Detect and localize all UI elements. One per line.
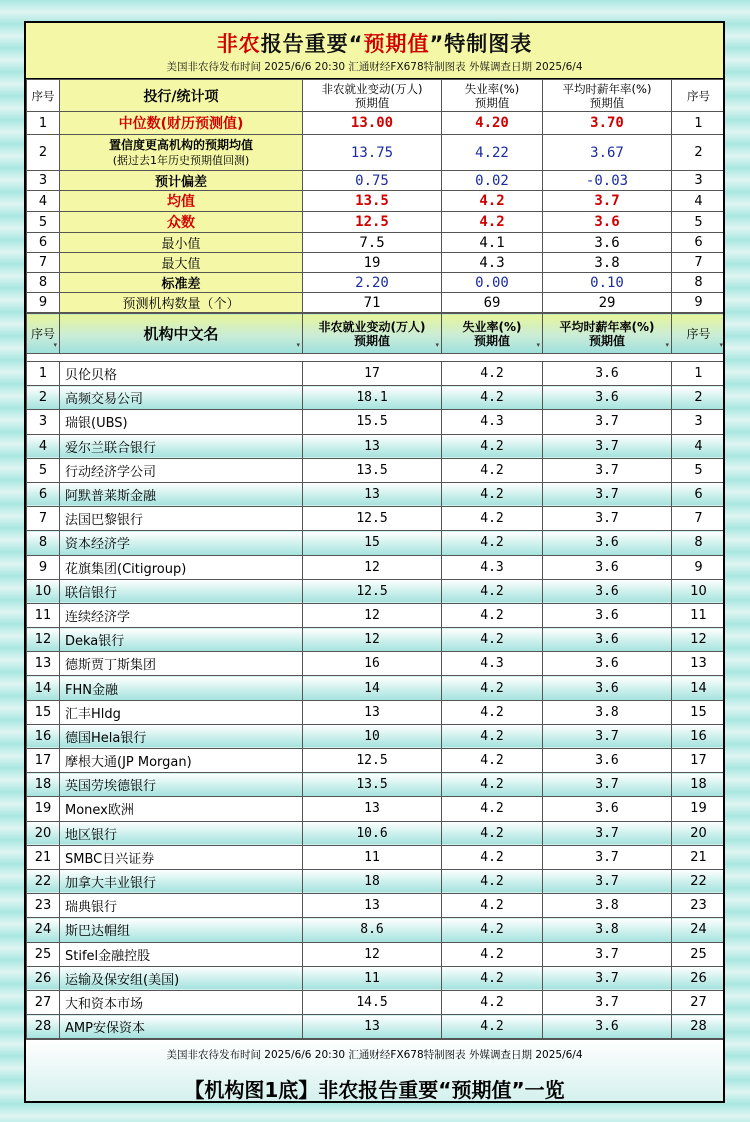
ur-value: 4.1 (442, 233, 543, 253)
ahe-value: 3.7 (543, 990, 672, 1014)
ur-value: 4.2 (442, 191, 543, 212)
nfp-value: 13.5 (303, 191, 442, 212)
nfp-value: 13.75 (303, 135, 442, 171)
row-index-right: 2 (672, 135, 726, 171)
nfp-value: 19 (303, 253, 442, 273)
row-index-right: 12 (672, 628, 726, 652)
ur-value: 69 (442, 293, 543, 313)
ur-value: 4.2 (442, 797, 543, 821)
institution-name: FHN金融 (60, 676, 303, 700)
table-row (27, 652, 726, 676)
summary-header-row (27, 80, 726, 112)
ur-value: 4.2 (442, 845, 543, 869)
row-index: 26 (27, 966, 60, 990)
nfp-value: 0.75 (303, 171, 442, 191)
nfp-value: 16 (303, 652, 442, 676)
summary-row (27, 171, 726, 191)
table-row (27, 724, 726, 748)
ur-value: 4.2 (442, 869, 543, 893)
ahe-value: 3.6 (543, 797, 672, 821)
row-index-right: 25 (672, 942, 726, 966)
ur-value: 4.2 (442, 966, 543, 990)
nfp-value: 15.5 (303, 410, 442, 434)
row-index: 28 (27, 1015, 60, 1039)
report-frame (24, 21, 725, 1103)
nfp-value: 15 (303, 531, 442, 555)
institution-name: 联信银行 (60, 579, 303, 603)
nfp-value: 13.00 (303, 112, 442, 135)
table-row (27, 555, 726, 579)
table-row (27, 894, 726, 918)
ur-value: 4.3 (442, 652, 543, 676)
ur-value: 4.2 (442, 676, 543, 700)
table-row (27, 603, 726, 627)
row-index-right: 13 (672, 652, 726, 676)
row-index: 8 (27, 531, 60, 555)
row-index-right: 7 (672, 507, 726, 531)
table-row (27, 797, 726, 821)
row-index: 13 (27, 652, 60, 676)
row-index-right: 5 (672, 458, 726, 482)
row-index: 15 (27, 700, 60, 724)
nfp-value: 13 (303, 797, 442, 821)
row-index: 9 (27, 555, 60, 579)
col-index-right-header: 序号 ▾ (672, 314, 726, 354)
ahe-value: 3.6 (543, 212, 672, 233)
page-title: 非农报告重要“预期值”特制图表 (216, 32, 533, 56)
filter-dropdown-icon[interactable]: ▾ (296, 341, 300, 349)
stat-label: 预计偏差 (60, 171, 303, 191)
nfp-value: 14.5 (303, 990, 442, 1014)
institution-name: 资本经济学 (60, 531, 303, 555)
row-index: 5 (27, 458, 60, 482)
institution-name: 瑞典银行 (60, 894, 303, 918)
row-index-right: 4 (672, 191, 726, 212)
header-subtitle: 美国非农待发布时间 2025/6/6 20:30 汇通财经FX678特制图表 外媒调查日期 2025/6/4 (166, 61, 583, 73)
table-row (27, 579, 726, 603)
ahe-value: 3.6 (543, 362, 672, 386)
table-row (27, 773, 726, 797)
ahe-value: 3.7 (543, 724, 672, 748)
ur-value: 4.2 (442, 749, 543, 773)
table-row (27, 458, 726, 482)
ur-value: 4.2 (442, 918, 543, 942)
ahe-value: 3.8 (543, 918, 672, 942)
row-index-right: 18 (672, 773, 726, 797)
table-row (27, 386, 726, 410)
row-index-right: 20 (672, 821, 726, 845)
nfp-value: 10 (303, 724, 442, 748)
report-header (26, 23, 723, 79)
row-index-right: 10 (672, 579, 726, 603)
nfp-value: 8.6 (303, 918, 442, 942)
report-footer (26, 1039, 723, 1103)
row-index: 5 (27, 212, 60, 233)
col-nfp-header: 非农就业变动(万人) 预期值 ▾ (303, 314, 442, 354)
ur-value: 4.3 (442, 555, 543, 579)
ur-value: 4.2 (442, 773, 543, 797)
ur-value: 4.2 (442, 990, 543, 1014)
institution-name: 法国巴黎银行 (60, 507, 303, 531)
col-ahe-header: 平均时薪年率(%) 预期值 ▾ (543, 314, 672, 354)
row-index: 4 (27, 434, 60, 458)
col-index-header: 序号 (27, 80, 60, 112)
col-name-header: 机构中文名 ▾ (60, 314, 303, 354)
row-index-right: 3 (672, 171, 726, 191)
row-index: 7 (27, 253, 60, 273)
summary-row (27, 212, 726, 233)
row-index-right: 6 (672, 482, 726, 506)
ahe-value: 3.7 (543, 942, 672, 966)
nfp-value: 18.1 (303, 386, 442, 410)
col-index-header: 序号 ▾ (27, 314, 60, 354)
ur-value: 0.00 (442, 273, 543, 293)
ahe-value: 3.6 (543, 603, 672, 627)
row-index-right: 21 (672, 845, 726, 869)
ahe-value: 3.6 (543, 386, 672, 410)
ahe-value: 3.7 (543, 869, 672, 893)
ahe-value: 3.7 (543, 507, 672, 531)
stat-label: 最大值 (60, 253, 303, 273)
institution-name: 高频交易公司 (60, 386, 303, 410)
institutions-header-row (27, 314, 726, 354)
ur-value: 4.22 (442, 135, 543, 171)
row-index-right: 16 (672, 724, 726, 748)
ur-value: 4.20 (442, 112, 543, 135)
nfp-value: 13 (303, 434, 442, 458)
row-index: 20 (27, 821, 60, 845)
row-index-right: 22 (672, 869, 726, 893)
row-index-right: 15 (672, 700, 726, 724)
institution-name: Stifel金融控股 (60, 942, 303, 966)
summary-row (27, 233, 726, 253)
row-index: 25 (27, 942, 60, 966)
table-row (27, 749, 726, 773)
stat-label: 均值 (60, 191, 303, 212)
institution-name: 爱尔兰联合银行 (60, 434, 303, 458)
col-index-right-header: 序号 (672, 80, 726, 112)
table-row (27, 628, 726, 652)
row-index-right: 8 (672, 531, 726, 555)
row-index: 12 (27, 628, 60, 652)
table-row (27, 507, 726, 531)
row-index-right: 1 (672, 362, 726, 386)
institution-name: 大和资本市场 (60, 990, 303, 1014)
row-index: 6 (27, 482, 60, 506)
ahe-value: 3.6 (543, 676, 672, 700)
row-index: 6 (27, 233, 60, 253)
ahe-value: -0.03 (543, 171, 672, 191)
ur-value: 4.2 (442, 579, 543, 603)
ur-value: 4.2 (442, 386, 543, 410)
institution-name: 瑞银(UBS) (60, 410, 303, 434)
nfp-value: 12 (303, 942, 442, 966)
col-ur-header: 失业率(%) 预期值 ▾ (442, 314, 543, 354)
ur-value: 4.2 (442, 724, 543, 748)
nfp-value: 2.20 (303, 273, 442, 293)
nfp-value: 12 (303, 628, 442, 652)
row-index-right: 9 (672, 293, 726, 313)
row-index-right: 8 (672, 273, 726, 293)
table-row (27, 821, 726, 845)
row-index-right: 2 (672, 386, 726, 410)
nfp-value: 10.6 (303, 821, 442, 845)
ur-value: 0.02 (442, 171, 543, 191)
row-index: 17 (27, 749, 60, 773)
ur-value: 4.3 (442, 410, 543, 434)
ur-value: 4.2 (442, 434, 543, 458)
row-index-right: 9 (672, 555, 726, 579)
ahe-value: 3.7 (543, 191, 672, 212)
row-index-right: 1 (672, 112, 726, 135)
institution-name: 阿默普莱斯金融 (60, 482, 303, 506)
table-row (27, 990, 726, 1014)
nfp-value: 11 (303, 845, 442, 869)
table-row (27, 1015, 726, 1039)
institution-name: 斯巴达帽组 (60, 918, 303, 942)
nfp-value: 12.5 (303, 749, 442, 773)
institution-name: 地区银行 (60, 821, 303, 845)
ahe-value: 3.7 (543, 845, 672, 869)
ahe-value: 3.6 (543, 1015, 672, 1039)
ahe-value: 3.7 (543, 773, 672, 797)
row-index: 10 (27, 579, 60, 603)
nfp-value: 12 (303, 603, 442, 627)
nfp-value: 12.5 (303, 212, 442, 233)
nfp-value: 14 (303, 676, 442, 700)
row-index-right: 6 (672, 233, 726, 253)
col-nfp-header: 非农就业变动(万人) 预期值 (303, 80, 442, 112)
row-index: 14 (27, 676, 60, 700)
row-index: 23 (27, 894, 60, 918)
row-index: 16 (27, 724, 60, 748)
ur-value: 4.2 (442, 628, 543, 652)
ur-value: 4.2 (442, 1015, 543, 1039)
row-index: 11 (27, 603, 60, 627)
row-index-right: 28 (672, 1015, 726, 1039)
ur-value: 4.2 (442, 821, 543, 845)
row-index: 22 (27, 869, 60, 893)
ur-value: 4.2 (442, 482, 543, 506)
row-index: 2 (27, 135, 60, 171)
filter-dropdown-icon[interactable]: ▾ (435, 341, 439, 349)
ur-value: 4.2 (442, 942, 543, 966)
col-ur-header: 失业率(%) 预期值 (442, 80, 543, 112)
filter-dropdown-icon[interactable]: ▾ (665, 341, 669, 349)
institution-name: 英国劳埃德银行 (60, 773, 303, 797)
ur-value: 4.3 (442, 253, 543, 273)
row-index: 3 (27, 410, 60, 434)
nfp-value: 17 (303, 362, 442, 386)
row-index: 4 (27, 191, 60, 212)
stat-label: 中位数(财历预测值) (60, 112, 303, 135)
stat-label: 预测机构数量（个） (60, 293, 303, 313)
institution-name: 运输及保安组(美国) (60, 966, 303, 990)
ur-value: 4.2 (442, 212, 543, 233)
row-index: 7 (27, 507, 60, 531)
row-index-right: 4 (672, 434, 726, 458)
nfp-value: 13 (303, 700, 442, 724)
summary-row (27, 293, 726, 313)
table-row (27, 362, 726, 386)
institution-name: Monex欧洲 (60, 797, 303, 821)
row-index-right: 11 (672, 603, 726, 627)
nfp-value: 7.5 (303, 233, 442, 253)
table-row (27, 966, 726, 990)
row-index: 1 (27, 112, 60, 135)
nfp-value: 71 (303, 293, 442, 313)
nfp-value: 12 (303, 555, 442, 579)
ahe-value: 3.7 (543, 410, 672, 434)
summary-row (27, 135, 726, 171)
table-row (27, 918, 726, 942)
ahe-value: 3.7 (543, 966, 672, 990)
summary-row (27, 273, 726, 293)
table-row (27, 700, 726, 724)
row-index-right: 5 (672, 212, 726, 233)
institution-name: 汇丰Hldg (60, 700, 303, 724)
filter-dropdown-icon[interactable]: ▾ (53, 341, 57, 349)
ur-value: 4.2 (442, 507, 543, 531)
footer-subtitle: 美国非农待发布时间 2025/6/6 20:30 汇通财经FX678特制图表 外媒调查日期 2025/6/4 (166, 1049, 583, 1062)
ahe-value: 3.6 (543, 628, 672, 652)
row-index: 18 (27, 773, 60, 797)
spacer-row (27, 354, 726, 362)
row-index-right: 24 (672, 918, 726, 942)
row-index: 24 (27, 918, 60, 942)
stat-label: 置信度更高机构的预期均值 (据过去1年历史预期值回测) (60, 135, 303, 171)
ur-value: 4.2 (442, 700, 543, 724)
table-row (27, 845, 726, 869)
ahe-value: 3.67 (543, 135, 672, 171)
institution-name: SMBC日兴证券 (60, 845, 303, 869)
row-index-right: 14 (672, 676, 726, 700)
ahe-value: 3.7 (543, 821, 672, 845)
row-index: 19 (27, 797, 60, 821)
row-index: 2 (27, 386, 60, 410)
summary-row (27, 191, 726, 212)
row-index-right: 27 (672, 990, 726, 1014)
nfp-value: 18 (303, 869, 442, 893)
ahe-value: 3.7 (543, 482, 672, 506)
institution-name: 德斯贾丁斯集团 (60, 652, 303, 676)
institution-name: 贝伦贝格 (60, 362, 303, 386)
ahe-value: 3.7 (543, 458, 672, 482)
ahe-value: 3.6 (543, 749, 672, 773)
col-name-header: 投行/统计项 (60, 80, 303, 112)
stat-label: 标准差 (60, 273, 303, 293)
ahe-value: 3.7 (543, 434, 672, 458)
ur-value: 4.2 (442, 362, 543, 386)
ahe-value: 29 (543, 293, 672, 313)
col-ahe-header: 平均时薪年率(%) 预期值 (543, 80, 672, 112)
ahe-value: 3.6 (543, 233, 672, 253)
ahe-value: 3.6 (543, 579, 672, 603)
ahe-value: 3.6 (543, 652, 672, 676)
summary-table (26, 79, 725, 313)
institution-name: 花旗集团(Citigroup) (60, 555, 303, 579)
institution-name: 连续经济学 (60, 603, 303, 627)
row-index: 21 (27, 845, 60, 869)
row-index: 8 (27, 273, 60, 293)
institution-name: 德国Hela银行 (60, 724, 303, 748)
row-index-right: 3 (672, 410, 726, 434)
filter-dropdown-icon[interactable]: ▾ (719, 341, 723, 349)
nfp-value: 12.5 (303, 579, 442, 603)
row-index: 9 (27, 293, 60, 313)
institution-name: 行动经济学公司 (60, 458, 303, 482)
row-index-right: 7 (672, 253, 726, 273)
ahe-value: 3.8 (543, 894, 672, 918)
footer-title: 【机构图1底】非农报告重要“预期值”一览 (184, 1078, 565, 1103)
table-row (27, 482, 726, 506)
nfp-value: 11 (303, 966, 442, 990)
filter-dropdown-icon[interactable]: ▾ (536, 341, 540, 349)
table-row (27, 676, 726, 700)
nfp-value: 13 (303, 894, 442, 918)
row-index-right: 26 (672, 966, 726, 990)
ahe-value: 3.6 (543, 531, 672, 555)
ur-value: 4.2 (442, 894, 543, 918)
ur-value: 4.2 (442, 603, 543, 627)
row-index: 1 (27, 362, 60, 386)
institution-name: AMP安保资本 (60, 1015, 303, 1039)
table-row (27, 869, 726, 893)
nfp-value: 12.5 (303, 507, 442, 531)
institutions-table (26, 313, 725, 1039)
ur-value: 4.2 (442, 531, 543, 555)
row-index-right: 19 (672, 797, 726, 821)
ahe-value: 3.6 (543, 555, 672, 579)
ahe-value: 3.8 (543, 700, 672, 724)
nfp-value: 13 (303, 1015, 442, 1039)
row-index: 27 (27, 990, 60, 1014)
ahe-value: 3.8 (543, 253, 672, 273)
ahe-value: 3.70 (543, 112, 672, 135)
nfp-value: 13 (303, 482, 442, 506)
table-row (27, 410, 726, 434)
nfp-value: 13.5 (303, 773, 442, 797)
table-row (27, 434, 726, 458)
institution-name: 加拿大丰业银行 (60, 869, 303, 893)
institution-name: Deka银行 (60, 628, 303, 652)
ur-value: 4.2 (442, 458, 543, 482)
summary-row (27, 253, 726, 273)
table-row (27, 531, 726, 555)
stat-label: 最小值 (60, 233, 303, 253)
institution-name: 摩根大通(JP Morgan) (60, 749, 303, 773)
row-index-right: 23 (672, 894, 726, 918)
stat-label: 众数 (60, 212, 303, 233)
ahe-value: 0.10 (543, 273, 672, 293)
row-index: 3 (27, 171, 60, 191)
table-row (27, 942, 726, 966)
summary-row (27, 112, 726, 135)
row-index-right: 17 (672, 749, 726, 773)
nfp-value: 13.5 (303, 458, 442, 482)
